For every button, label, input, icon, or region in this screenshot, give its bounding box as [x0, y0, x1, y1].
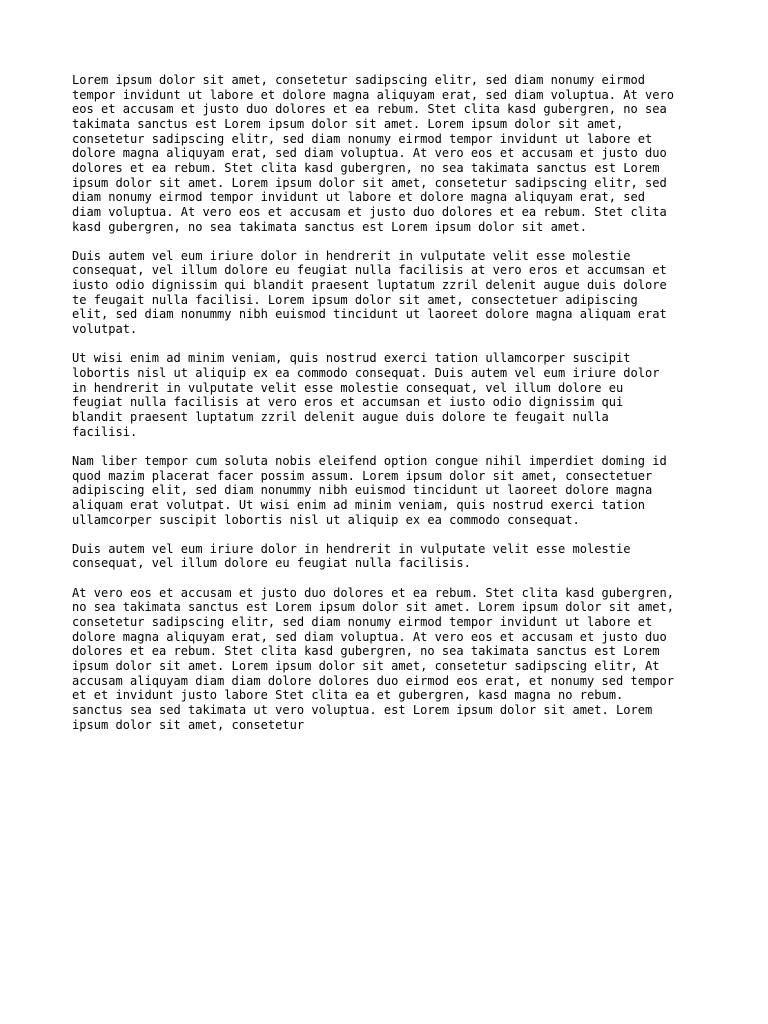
- paragraph-2: Duis autem vel eum iriure dolor in hendrerit in vulputate velit esse molestie consequat, vel illum dolore eu feugiat nulla facilisis at vero eros et accumsan et iusto odio dignissim qui blandit praesent luptatum zzril delenit augue duis dolore te feugait nulla facilisi. Lorem ipsum dolor sit amet, consectetuer adipiscing elit, sed diam nonummy nibh euismod tincidunt ut laoreet dolore magna aliquam erat volutpat.: [72, 248, 667, 337]
- document-body: [72, 73, 702, 747]
- paragraph-3: Ut wisi enim ad minim veniam, quis nostrud exerci tation ullamcorper suscipit lobortis nisl ut aliquip ex ea commodo consequat. Duis autem vel eum iriure dolor in hendrerit in vulputate velit esse molestie consequat, vel illum dolore eu feugiat nulla facilisis at vero eros et accumsan et iusto odio dignissim qui blandit praesent luptatum zzril delenit augue duis dolore te feugait nulla facilisi.: [72, 351, 660, 439]
- paragraph-1: Lorem ipsum dolor sit amet, consetetur sadipscing elitr, sed diam nonumy eirmod tempor invidunt ut labore et dolore magna aliquyam erat, sed diam voluptua. At vero eos et accusam et justo duo dolores et ea rebum. Stet clita kasd gubergren, no sea takimata sanctus est Lorem ipsum dolor sit amet. Lorem ipsum dolor sit amet, consetetur sadipscing elitr, sed diam nonumy eirmod tempor invidunt ut labore et dolore magna aliquyam erat, sed diam voluptua. At vero eos et accusam et justo duo dolores et ea rebum. Stet clita kasd gubergren, no sea takimata sanctus est Lorem ipsum dolor sit amet. Lorem ipsum dolor sit amet, consetetur sadipscing elitr, sed diam nonumy eirmod tempor invidunt ut labore et dolore magna aliquyam erat, sed diam voluptua. At vero eos et accusam et justo duo dolores et ea rebum. Stet clita kasd gubergren, no sea takimata sanctus est Lorem ipsum dolor sit amet.: [72, 73, 674, 234]
- paragraph-4: Nam liber tempor cum soluta nobis eleifend option congue nihil imperdiet doming id quod mazim placerat facer possim assum. Lorem ipsum dolor sit amet, consectetuer adipiscing elit, sed diam nonummy nibh euismod tincidunt ut laoreet dolore magna aliquam erat volutpat. Ut wisi enim ad minim veniam, quis nostrud exerci tation ullamcorper suscipit lobortis nisl ut aliquip ex ea commodo consequat.: [72, 453, 667, 527]
- paragraph-6: At vero eos et accusam et justo duo dolores et ea rebum. Stet clita kasd gubergren, no sea takimata sanctus est Lorem ipsum dolor sit amet. Lorem ipsum dolor sit amet, consetetur sadipscing elitr, sed diam nonumy eirmod tempor invidunt ut labore et dolore magna aliquyam erat, sed diam voluptua. At vero eos et accusam et justo duo dolores et ea rebum. Stet clita kasd gubergren, no sea takimata sanctus est Lorem ipsum dolor sit amet. Lorem ipsum dolor sit amet, consetetur sadipscing elitr, At accusam aliquyam diam diam dolore dolores duo eirmod eos erat, et nonumy sed tempor et et invidunt justo labore Stet clita ea et gubergren, kasd magna no rebum. sanctus sea sed takimata ut vero voluptua. est Lorem ipsum dolor sit amet. Lorem ipsum dolor sit amet, consetetur: [72, 585, 674, 732]
- paragraph-5: Duis autem vel eum iriure dolor in hendrerit in vulputate velit esse molestie consequat, vel illum dolore eu feugiat nulla facilisis.: [72, 541, 631, 571]
